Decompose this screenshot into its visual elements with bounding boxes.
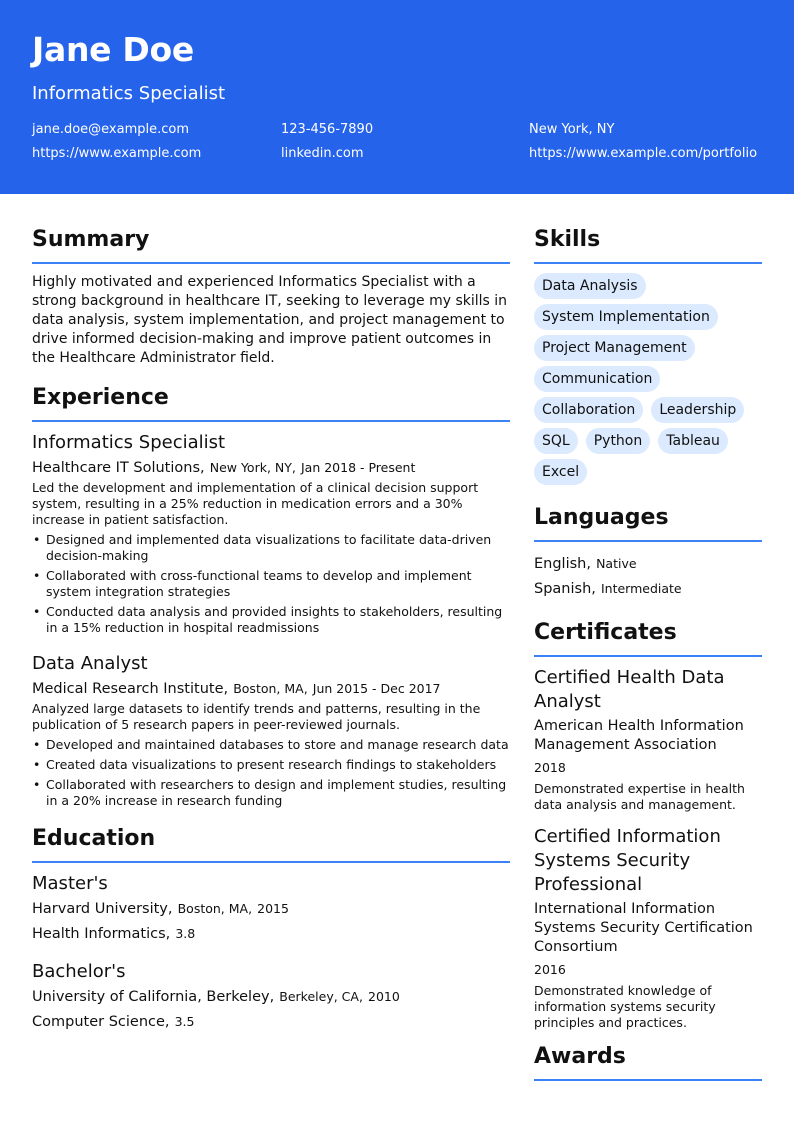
language-level: Native — [596, 556, 637, 571]
portfolio-link[interactable]: https://www.example.com/portfolio — [529, 146, 758, 161]
company-name: Medical Research Institute, — [32, 681, 229, 697]
job-dates: Jun 2015 - Dec 2017 — [312, 681, 441, 696]
school-location: Berkeley, CA, — [279, 989, 363, 1004]
school-name: Harvard University, — [32, 901, 173, 917]
certificate-year: 2016 — [534, 962, 566, 977]
certificate-description: Demonstrated knowledge of information systems security principles and practices. — [534, 983, 716, 1030]
field-line — [32, 1009, 510, 1034]
skill-tag: System Implementation — [534, 304, 718, 330]
job-dates: Jan 2018 - Present — [300, 460, 416, 475]
field-of-study: Health Informatics, — [32, 926, 171, 942]
candidate-name: Jane Doe — [32, 30, 194, 69]
skill-tag: Tableau — [658, 428, 728, 454]
skill-tag: Collaboration — [534, 397, 643, 423]
job-bullet: • Conducted data analysis and provided insights to stakeholders, resulting in a 15% reduction in hospital readmissions — [32, 604, 510, 636]
certificates-heading: Certificates — [534, 619, 762, 657]
school-line — [32, 896, 510, 921]
experience-entry — [32, 652, 510, 809]
job-description: Led the development and implementation of a clinical decision support system, resulting in a 25% reduction in medication errors and a 30% increase in patient satisfaction. — [32, 480, 479, 527]
side-column — [534, 226, 762, 1090]
skill-tag: SQL — [534, 428, 578, 454]
skill-tag: Leadership — [651, 397, 744, 423]
languages-heading: Languages — [534, 504, 762, 542]
graduation-year: 2010 — [368, 989, 400, 1004]
job-bullet: • Created data visualizations to present research findings to stakeholders — [32, 757, 510, 773]
main-column — [32, 226, 510, 1048]
certificate-description: Demonstrated expertise in health data analysis and management. — [534, 781, 745, 812]
job-description: Analyzed large datasets to identify trends and patterns, resulting in the publication of 5 research papers in peer-reviewed journals. — [32, 701, 481, 732]
gpa: 3.8 — [175, 926, 196, 941]
language-level: Intermediate — [600, 581, 682, 596]
job-bullets — [32, 737, 510, 809]
certificate-name: Certified Information Systems Security Professional — [534, 826, 721, 895]
education-entry — [32, 960, 510, 1034]
certificate-issuer: American Health Information Management Association — [534, 718, 744, 753]
education-heading: Education — [32, 825, 510, 863]
language-item — [534, 551, 762, 576]
graduation-year: 2015 — [257, 901, 289, 916]
school-line — [32, 984, 510, 1009]
summary-text: Highly motivated and experienced Informatics Specialist with a strong background in healthcare IT, seeking to leverage my skills in data analysis, system implementation, and project management to drive informed decision-making and improve patient outcomes in the Healthcare Administrator field. — [32, 274, 508, 366]
company-name: Healthcare IT Solutions, — [32, 460, 205, 476]
job-bullet: • Collaborated with researchers to design and implement studies, resulting in a 20% increase in research funding — [32, 777, 510, 809]
certificate-entry — [534, 825, 762, 1031]
certificate-entry — [534, 666, 762, 813]
experience-entry — [32, 431, 510, 636]
job-bullets — [32, 532, 510, 636]
candidate-title: Informatics Specialist — [32, 83, 226, 104]
language-item — [534, 576, 762, 601]
field-line — [32, 921, 510, 946]
degree-title: Master's — [32, 873, 108, 894]
job-location: New York, NY, — [209, 460, 296, 475]
certificate-issuer: International Information Systems Security Certification Consortium — [534, 901, 753, 955]
job-title: Data Analyst — [32, 653, 148, 674]
language-name: Spanish, — [534, 581, 596, 597]
school-location: Boston, MA, — [177, 901, 253, 916]
job-meta — [32, 678, 510, 699]
skills-heading: Skills — [534, 226, 762, 264]
skills-list — [534, 273, 762, 490]
skill-tag: Project Management — [534, 335, 695, 361]
linkedin-link[interactable]: linkedin.com — [281, 146, 364, 161]
education-entry — [32, 872, 510, 946]
languages-list — [534, 551, 762, 601]
certificate-year: 2018 — [534, 760, 566, 775]
job-bullet: • Collaborated with cross-functional teams to develop and implement system integration strategies — [32, 568, 510, 600]
job-meta — [32, 457, 510, 478]
certificate-name: Certified Health Data Analyst — [534, 667, 725, 712]
location-text: New York, NY — [529, 122, 615, 137]
summary-heading: Summary — [32, 226, 510, 264]
language-name: English, — [534, 556, 591, 572]
job-bullet: • Developed and maintained databases to store and manage research data — [32, 737, 510, 753]
school-name: University of California, Berkeley, — [32, 989, 275, 1005]
email-link[interactable]: jane.doe@example.com — [32, 122, 190, 137]
resume-header — [0, 0, 794, 194]
skill-tag: Communication — [534, 366, 660, 392]
experience-heading: Experience — [32, 384, 510, 422]
job-title: Informatics Specialist — [32, 432, 226, 453]
skill-tag: Python — [586, 428, 651, 454]
skill-tag: Excel — [534, 459, 587, 485]
gpa: 3.5 — [174, 1014, 195, 1029]
awards-heading: Awards — [534, 1043, 762, 1081]
job-bullet: • Designed and implemented data visualizations to facilitate data-driven decision-making — [32, 532, 510, 564]
field-of-study: Computer Science, — [32, 1014, 170, 1030]
phone-number: 123-456-7890 — [281, 122, 374, 137]
website-link[interactable]: https://www.example.com — [32, 146, 202, 161]
job-location: Boston, MA, — [233, 681, 308, 696]
skill-tag: Data Analysis — [534, 273, 646, 299]
degree-title: Bachelor's — [32, 961, 126, 982]
